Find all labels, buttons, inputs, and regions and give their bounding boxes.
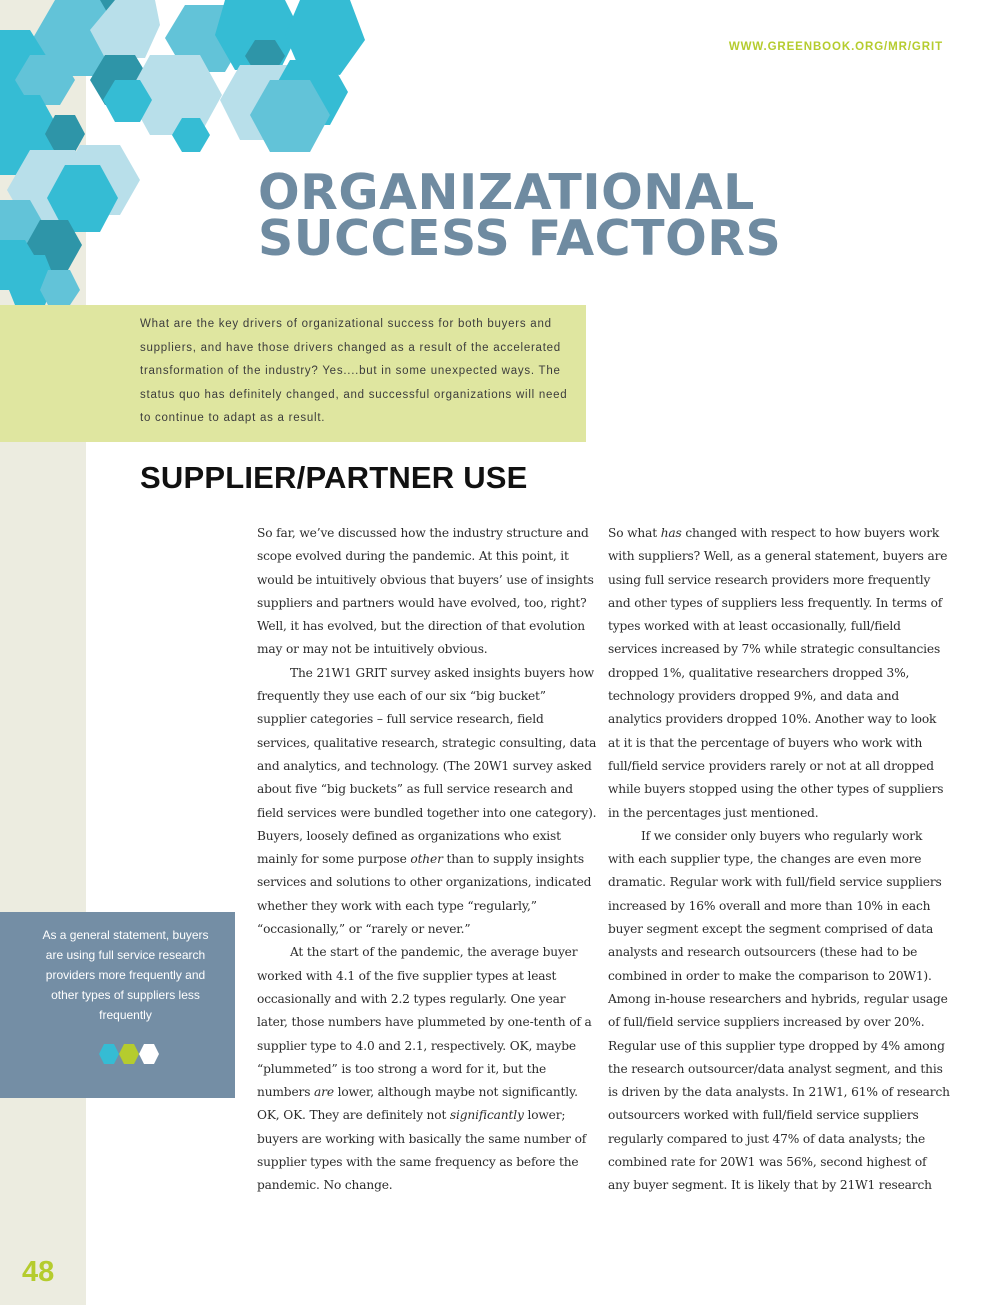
- right-paragraph-1: So what has changed with respect to how buyers work with suppliers? Well, as a general statement, buyers are using full service research providers more frequently and other types of suppliers less frequently. In terms of types worked with at least occasionally, full/field services increased by 7% while strategic consultancies dropped 1%, qualitative researchers dropped 3%, technology providers dropped 9%, and data and analytics providers dropped 10%. Another way to look at it is that the percentage of buyers who work with full/field service providers rarely or not at all dropped while buyers stopped using the other types of suppliers in the percentages just mentioned.: [608, 526, 948, 820]
- right-paragraph-2: If we consider only buyers who regularly work with each supplier type, the changes are even more dramatic. Regular work with full/field service suppliers increased by 16% overall and more than 10% in each buyer segment except the segment comprised of data analysts and research outsourcers (these had to be combined in order to make the comparison to 20W1). Among in-house researchers and hybrids, regular usage of full/field service suppliers increased by over 20%. Regular use of this supplier type dropped by 4% among the research outsourcer/data analyst segment, and this is driven by the data analysts. In 21W1, 61% of research outsourcers worked with full/field service suppliers regularly compared to just 47% of data analysts; the combined rate for 20W1 was 56%, second highest of any buyer segment. It is likely that by 21W1 research: [608, 828, 950, 1193]
- left-column: [257, 522, 597, 1198]
- page-title-line2: SUCCESS FACTORS: [258, 210, 782, 267]
- page-title: [258, 164, 782, 267]
- emphasis-are: are: [314, 1085, 334, 1100]
- left-paragraph-2: The 21W1 GRIT survey asked insights buyers how frequently they use each of our six “big bucket” supplier categories – full service research, field services, qualitative research, strategic consulting, data and analytics, and technology. (The 20W1 survey asked about five “big buckets” as full service research and field services were bundled together into one category). Buyers, loosely defined as organizations who exist mainly for some purpose other than to supply insights services and solutions to other organizations, indicated whether they work with each type “regularly,” “occasionally,” or “rarely or never.”: [257, 665, 597, 937]
- header-url: WWW.GREENBOOK.ORG/MR/GRIT: [728, 41, 943, 53]
- left-paragraph-1: So far, we’ve discussed how the industry structure and scope evolved during the pandemic. At this point, it would be intuitively obvious that buyers’ use of insights suppliers and partners would have evolved, too, right? Well, it has evolved, but the direction of that evolution may or may not be intuitively obvious.: [257, 526, 594, 657]
- intro-text: What are the key drivers of organizational success for both buyers and suppliers, and have those drivers changed as a result of the accelerated transformation of the industry? Yes....but in some unexpected ways. The status quo has definitely changed, and successful organizations will need to continue to adapt as a result.: [140, 318, 568, 424]
- hexagon-trio-icon: [98, 1042, 162, 1068]
- emphasis-has: has: [660, 526, 682, 540]
- emphasis-significantly: significantly: [449, 1108, 524, 1123]
- page-number: 48: [22, 1256, 55, 1288]
- pullquote-text: As a general statement, buyers are using full service research providers more frequently and other types of suppliers less frequently: [42, 928, 209, 1022]
- pullquote-box: [0, 912, 235, 1098]
- right-column: [608, 522, 950, 1198]
- section-heading: SUPPLIER/PARTNER USE: [140, 460, 528, 495]
- page-title-line1: ORGANIZATIONAL: [258, 164, 755, 221]
- emphasis-other: other: [410, 852, 443, 867]
- left-paragraph-3: At the start of the pandemic, the average buyer worked with 4.1 of the five supplier types at least occasionally and with 2.2 types regularly. One year later, those numbers have plummeted by one-tenth of a supplier type to 4.0 and 2.1, respectively. OK, maybe “plummeted” is too strong a word for it, but the numbers are lower, although maybe not significantly. OK, OK. They are definitely not significantly lower; buyers are working with basically the same number of supplier types with the same frequency as before the pandemic. No change.: [257, 945, 592, 1193]
